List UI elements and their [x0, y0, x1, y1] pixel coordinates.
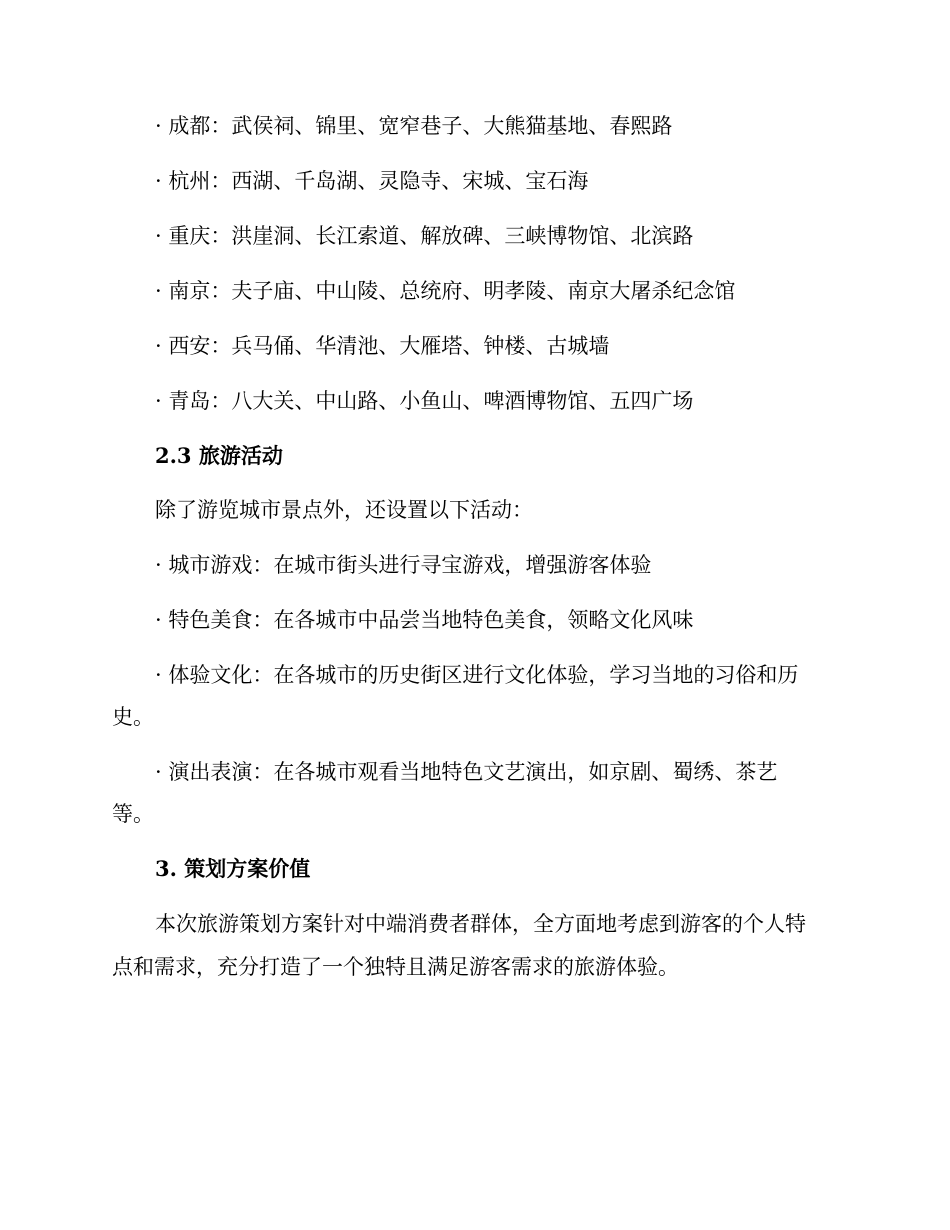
- section-heading-activities: 2.3 旅游活动: [155, 443, 283, 468]
- city-list-item-chengdu: · 成都：武侯祠、锦里、宽窄巷子、大熊猫基地、春熙路: [155, 114, 673, 138]
- plan-value-paragraph-line-2: 点和需求，充分打造了一个独特且满足游客需求的旅游体验。: [112, 955, 679, 979]
- city-list-item-qingdao: · 青岛：八大关、中山路、小鱼山、啤酒博物馆、五四广场: [155, 389, 694, 413]
- activity-item-city-game: · 城市游戏：在城市街头进行寻宝游戏，增强游客体验: [155, 553, 652, 577]
- plan-value-paragraph-line-1: 本次旅游策划方案针对中端消费者群体，全方面地考虑到游客的个人特: [155, 912, 806, 936]
- section-heading-plan-value: 3. 策划方案价值: [155, 856, 311, 881]
- city-list-item-xian: · 西安：兵马俑、华清池、大雁塔、钟楼、古城墙: [155, 334, 610, 358]
- activities-intro: 除了游览城市景点外，还设置以下活动：: [155, 498, 533, 522]
- activity-item-culture-line-2: 史。: [112, 705, 154, 729]
- city-list-item-chongqing: · 重庆：洪崖洞、长江索道、解放碑、三峡博物馆、北滨路: [155, 224, 694, 248]
- activity-item-culture-line-1: · 体验文化：在各城市的历史街区进行文化体验，学习当地的习俗和历: [155, 663, 799, 687]
- activity-item-performance-line-1: · 演出表演：在各城市观看当地特色文艺演出，如京剧、蜀绣、茶艺: [155, 760, 778, 784]
- activity-item-local-food: · 特色美食：在各城市中品尝当地特色美食，领略文化风味: [155, 608, 694, 632]
- activity-item-performance-line-2: 等。: [112, 802, 154, 826]
- city-list-item-hangzhou: · 杭州：西湖、千岛湖、灵隐寺、宋城、宝石海: [155, 169, 589, 193]
- city-list-item-nanjing: · 南京：夫子庙、中山陵、总统府、明孝陵、南京大屠杀纪念馆: [155, 279, 736, 303]
